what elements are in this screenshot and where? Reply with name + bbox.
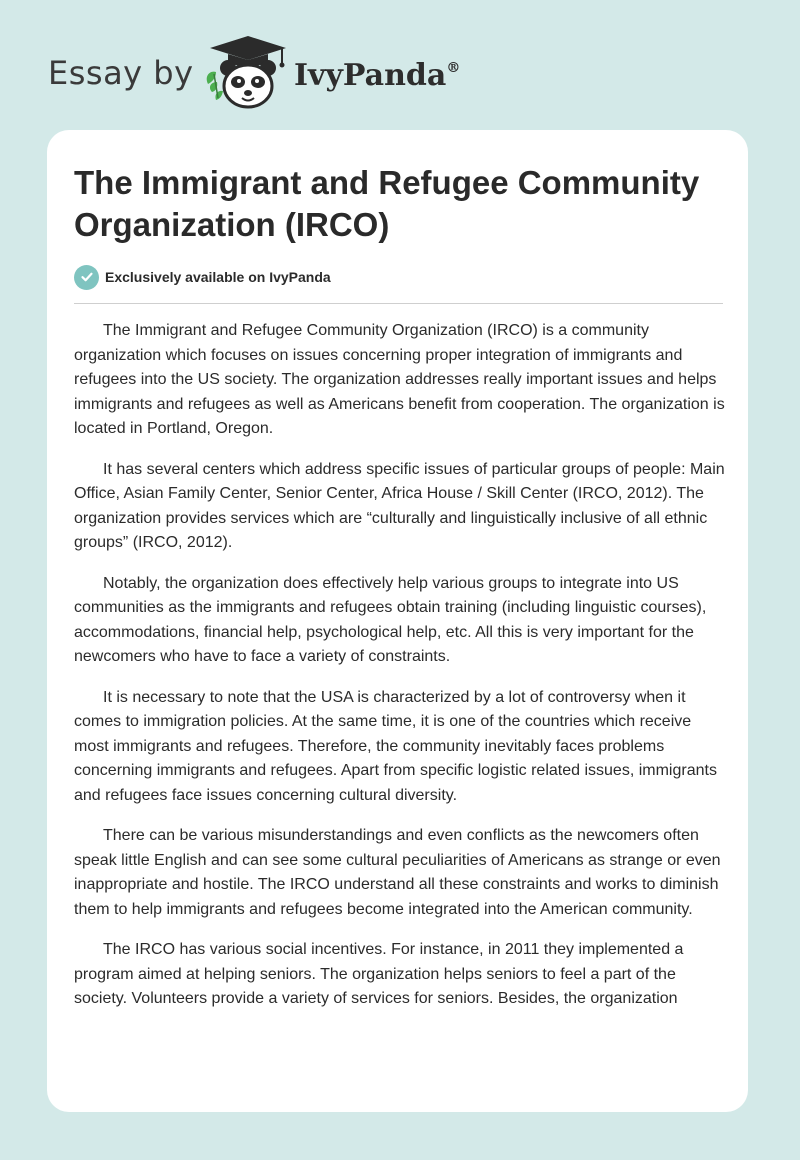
paragraph: There can be various misunderstandings and even conflicts as the newcomers often speak little English and can see some cultural peculiarities of Americans as strange or even inappropriate and hostile. The IRCO understand all these constraints and works to diminish them to help immigrants and refugees become integrated into the American community. — [74, 827, 721, 918]
brand-name[interactable]: IvyPanda® — [294, 58, 461, 93]
essay-card — [47, 130, 748, 1112]
site-header — [48, 34, 488, 110]
paragraph: The IRCO has various social incentives. For instance, in 2011 they implemented a program aimed at helping seniors. The organization helps seniors to feel a part of the society. Volunteers provide a variety of services for seniors. Besides, the organization — [74, 941, 684, 1007]
paragraph: It is necessary to note that the USA is characterized by a lot of controversy when it comes to immigration policies. At the same time, it is one of the countries which receive most immigrants and refugees. Therefore, the community inevitably faces problems concerning immigrants and refugees. Apart from specific logistic related issues, immigrants and refugees face issues concerning cultural diversity. — [74, 688, 717, 804]
check-circle-icon — [74, 265, 99, 290]
exclusive-badge-label: Exclusively available on IvyPanda — [105, 269, 331, 285]
essay-body — [74, 319, 726, 1028]
paragraph: Notably, the organization does effectively help various groups to integrate into US communities as the immigrants and refugees obtain training (including linguistic courses), accommodations, financial help, psychological help, etc. All this is very important for the newcomers who have to face a variety of constraints. — [74, 574, 707, 665]
exclusive-badge — [74, 264, 331, 290]
essay-by-label: Essay by — [48, 54, 194, 92]
graduation-cap-icon — [210, 36, 286, 68]
panda-face-icon — [220, 60, 276, 107]
panda-logo-icon — [202, 34, 294, 110]
page-title: The Immigrant and Refugee Community Organization (IRCO) — [74, 164, 700, 243]
leaf-icon — [207, 72, 223, 100]
divider — [74, 303, 723, 304]
paragraph: It has several centers which address specific issues of particular groups of people: Main Office, Asian Family Center, Senior Center, Africa House / Skill Center (IRCO, 2012). The organization provides services which are “culturally and linguistically inclusive of all ethnic groups” (IRCO, 2012). — [74, 460, 725, 551]
paragraph: The Immigrant and Refugee Community Organization (IRCO) is a community organization which focuses on issues concerning proper integration of immigrants and refugees into the US society. The organization addresses really important issues and helps immigrants and refugees as well as Americans benefit from cooperation. The organization is located in Portland, Oregon. — [74, 322, 725, 437]
